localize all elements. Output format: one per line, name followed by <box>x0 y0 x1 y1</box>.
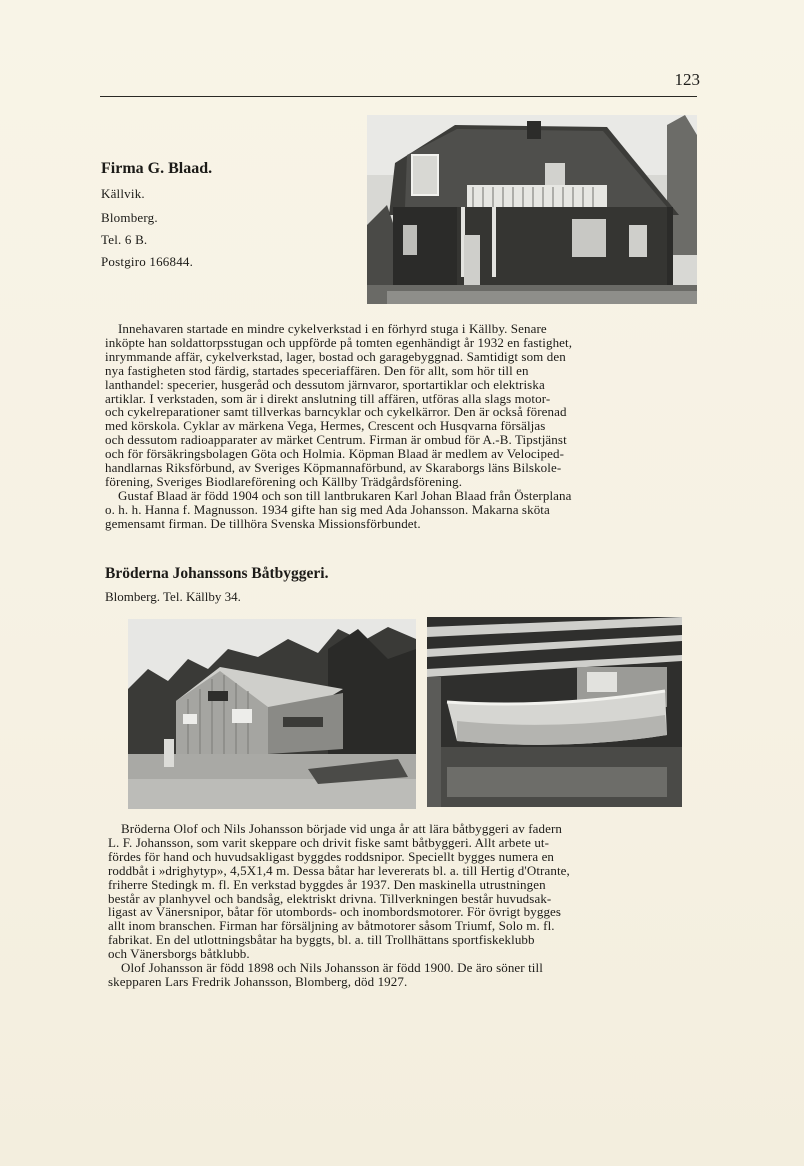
firm1-heading: Firma G. Blaad. <box>101 160 213 177</box>
firm1-address-line: Källvik. <box>101 186 145 201</box>
text-line: lanthandel: specerier, husgeråd och dessutom järnvaror, sportartiklar och elektriska <box>105 376 545 392</box>
page-number: 123 <box>674 70 700 89</box>
text-line: o. h. h. Hanna f. Magnusson. 1934 gifte han sig med Ada Johansson. Makarna sköta <box>105 501 550 517</box>
text-line: fabrikat. En del utlottningsbåtar ha byggts, bl. a. till Trollhättans sportfiskeklubb <box>108 932 535 948</box>
text-line: inköpte han soldattorpsstugan och uppförde på tomten egenhändigt år 1932 en fastighet, <box>105 334 573 350</box>
text-line: gemensamt firman. De tillhöra Svenska Missionsförbundet. <box>105 515 421 531</box>
text-line: roddbåt i »drighytyp», 4,5X1,4 m. Dessa båtar har levererats bl. a. till Hertig d'Otrante, <box>108 862 570 878</box>
text-line: friherre Stedingk m. fl. En verkstad byggdes år 1937. Den maskinella utrustningen <box>108 876 546 892</box>
text-line: och dessutom radioapparater av märket Centrum. Firman är ombud för A.-B. Tipstjänst <box>105 432 567 448</box>
firm2-address: Blomberg. Tel. Källby 34. <box>105 589 241 604</box>
text-line: inrymmande affär, cykelverkstad, lager, bostad och garagebyggnad. Samtidigt som den <box>105 348 566 364</box>
text-line: Olof Johansson är född 1898 och Nils Johansson är född 1900. De äro söner till <box>121 960 543 976</box>
text-line: Innehavaren startade en mindre cykelverkstad i en förhyrd stuga i Källby. Senare <box>118 321 547 336</box>
text-line: handlarnas Riksförbund, av Sveriges Köpmannaförbund, av Skaraborgs läns Bilskole- <box>105 460 562 476</box>
firm1-address-line: Blomberg. <box>101 210 158 225</box>
text-line: och Vänersborgs båtklubb. <box>108 946 250 962</box>
text-line: består av planhyvel och bandsåg, elektriskt drivna. Tillverkningen består huvudsak- <box>108 890 552 906</box>
text-line: nya fastigheten stod färdig, startades speceriaffären. Den för allt, som hör till en <box>105 362 529 378</box>
text-line: artiklar. I verkstaden, som är i direkt anslutning till affären, utföras alla slags motor- <box>105 390 551 406</box>
boatshed-photo <box>128 619 416 809</box>
text-line: allt inom branschen. Firman har försäljning av båtmotorer såsom Triumf, Solo m. fl. <box>108 918 555 934</box>
text-line: Gustaf Blaad är född 1904 och son till lantbrukaren Karl Johan Blaad från Österplana <box>118 487 572 503</box>
text-line: förening, Sveriges Biodlareförening och Källby Trädgårdsförening. <box>105 473 463 489</box>
text-line: och cykelreparationer samt tillverkas barncyklar och cykelkärror. Den är också förenad <box>105 404 567 420</box>
text-line: Bröderna Olof och Nils Johansson började vid unga år att lära båtbyggeri av fadern <box>121 821 563 836</box>
firm1-address-line: Tel. 6 B. <box>101 232 148 247</box>
house-photo <box>367 115 697 304</box>
firm2-heading: Bröderna Johanssons Båtbyggeri. <box>105 565 329 582</box>
text-line: L. F. Johansson, som varit skeppare och drivit fiske samt båtbyggeri. Allt arbete ut- <box>108 834 550 850</box>
text-line: skepparen Lars Fredrik Johansson, Blomberg, död 1927. <box>108 973 408 989</box>
firm1-address-line: Postgiro 166844. <box>101 254 194 269</box>
header-rule <box>100 96 697 97</box>
firm1-paragraph <box>105 322 702 531</box>
text-line: och för försäkringsbolagen Göta och Holmia. Köpman Blaad är medlem av Velociped- <box>105 446 565 462</box>
firm2-paragraph <box>108 822 706 989</box>
text-line: fördes för hand och huvudsakligast byggdes roddsnipor. Speciellt bygges numera en <box>108 848 555 864</box>
boat-interior-photo <box>427 617 682 807</box>
text-line: med körskola. Cyklar av märkena Vega, Hermes, Crescent och Husqvarna försäljas <box>105 418 546 434</box>
text-line: ligast av Vänersnipor, båtar för utombords- och inombordsmotorer. För övrigt bygges <box>108 904 562 920</box>
